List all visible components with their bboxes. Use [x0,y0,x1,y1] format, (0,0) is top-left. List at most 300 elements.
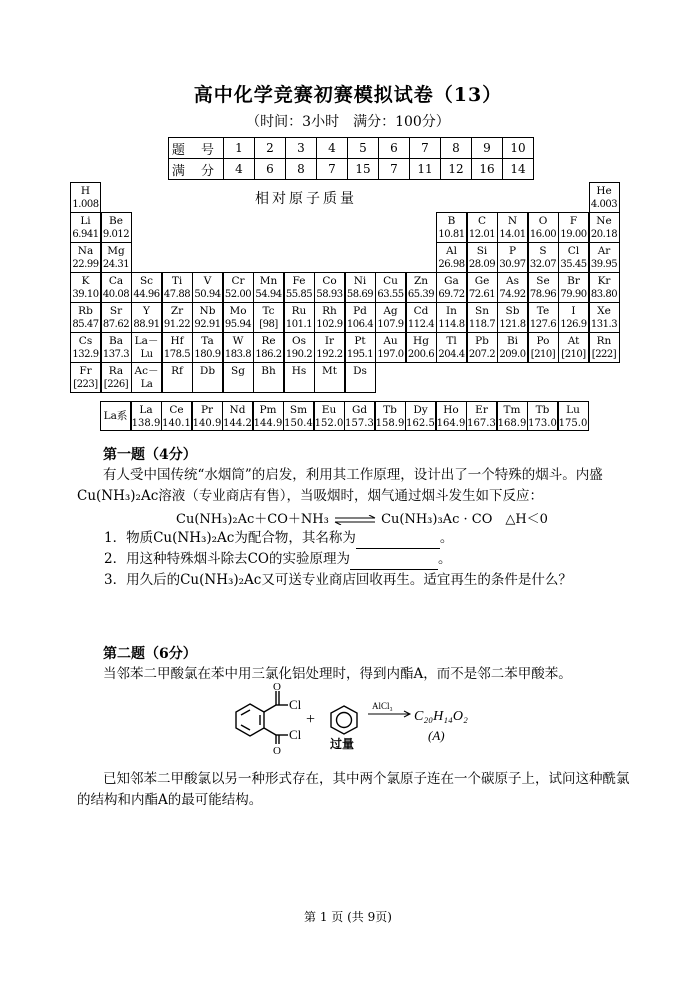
element-symbol: Ar [597,245,611,257]
question-number: 6 [379,138,410,159]
element-cell [436,242,467,273]
element-cell [131,272,162,303]
atomic-mass: 95.94 [224,319,252,330]
atomic-mass: 54.94 [255,289,282,300]
atomic-mass: 10.81 [438,229,465,240]
element-cell [284,302,315,333]
element-symbol: Nb [199,305,216,317]
atomic-mass: 58.69 [346,289,374,300]
question-1-text: 有人受中国传统“水烟筒”的启发，利用其工作原理，设计出了一个特殊的烟斗。内盛Cu(NH₃)₂Ac溶液（专业商店有售），当吸烟时，烟气通过烟斗发生如下反应： [77,467,603,504]
page-footer: 第 1 页 (共 9页) [304,910,392,924]
element-symbol: Rf [171,365,183,377]
element-cell [192,272,223,303]
atomic-mass: La [140,379,153,390]
element-symbol: Ta [201,335,214,347]
element-cell [101,302,132,333]
atomic-mass: 91.22 [163,319,191,330]
question-2-title: 第二题（6分） [103,646,197,662]
lanthanide-cell [344,401,375,431]
excess-label: 过量 [330,737,355,751]
element-cell [436,272,467,303]
element-symbol: Rn [596,335,612,347]
atomic-mass: 65.39 [407,289,435,300]
element-symbol: Au [383,335,398,347]
element-symbol: Na [77,245,94,257]
atomic-mass: 40.08 [102,289,130,300]
atomic-mass: 118.7 [468,319,496,330]
atomic-mass: 132.9 [72,349,99,360]
element-symbol: Fe [292,275,306,287]
element-symbol: O [538,215,548,227]
element-symbol: Ba [109,335,123,347]
atomic-mass: 79.90 [560,289,587,300]
atomic-mass: 121.8 [499,319,526,330]
max-score: 6 [255,159,286,180]
element-symbol: Tb [535,404,550,416]
element-symbol: Si [476,245,488,257]
element-cell [314,362,345,393]
periodic-table-title: 相对原子质量 [255,191,357,207]
atomic-mass: 50.94 [194,289,221,300]
element-cell [345,272,376,303]
max-score: 11 [410,159,441,180]
element-symbol: Ce [169,404,184,416]
element-symbol: Mt [322,365,337,377]
element-symbol: Pm [259,404,277,416]
element-cell [345,362,376,393]
atomic-mass: 85.47 [72,319,99,330]
atomic-mass: 195.1 [346,349,374,360]
atomic-mass: 24.31 [102,259,130,270]
atomic-mass: 9.012 [102,229,130,240]
reaction-equation [176,508,548,527]
atomic-mass: 180.9 [194,349,221,360]
atomic-mass: 16.00 [529,229,557,240]
element-cell [162,272,193,303]
element-symbol: Li [80,215,91,227]
element-symbol: Ra [108,365,124,377]
question-2-text: 当邻苯二甲酸氯在苯中用三氯化铝处理时，得到内酯A，而不是邻二苯甲酸苯。 [103,666,572,682]
atomic-mass: 127.6 [529,319,557,330]
lanthanide-cell [161,401,192,431]
element-symbol: Hs [291,365,307,377]
atomic-mass: 83.80 [590,289,618,300]
max-score: 16 [472,159,503,180]
element-cell [223,332,254,363]
element-symbol: At [567,335,580,347]
atomic-mass: 175.0 [558,418,588,429]
atomic-mass: 32.07 [529,259,557,270]
element-symbol: Cu [383,275,398,287]
element-symbol: Mg [107,245,125,257]
element-cell [253,362,284,393]
max-score: 12 [441,159,472,180]
element-symbol: Br [567,275,580,287]
lanthanide-cell [222,401,253,431]
element-symbol: Gd [351,404,368,416]
atomic-mass: 78.96 [529,289,557,300]
row-label: 满 分 [169,159,224,180]
atomic-mass: 101.1 [285,319,313,330]
max-score-row [169,159,534,180]
element-symbol: Pt [354,335,366,347]
equilibrium-arrow-icon [333,515,377,525]
element-symbol: Tb [383,404,397,416]
atomic-mass: 6.941 [72,229,99,240]
atomic-mass: 209.0 [499,349,526,360]
element-symbol: Tl [446,335,457,347]
atomic-mass: 20.18 [590,229,618,240]
atomic-mass: 88.91 [133,319,160,330]
atomic-mass: 47.88 [163,289,191,300]
element-symbol: H [80,185,91,197]
element-cell [467,272,498,303]
element-cell [131,332,162,363]
atomic-mass: 52.00 [224,289,252,300]
element-symbol: B [447,215,456,227]
score-table [168,137,534,180]
element-cell [528,302,559,333]
page-title: 高中化学竞赛初赛模拟试卷（13） [193,84,503,106]
atomic-mass: 12.01 [468,229,496,240]
atomic-mass: Lu [140,349,153,360]
element-symbol: La [139,404,153,416]
element-cell [497,212,528,243]
element-cell [253,272,284,303]
element-symbol: Co [322,275,337,287]
atomic-mass: 167.3 [467,418,496,429]
product-label: (A) [428,728,445,743]
max-score: 14 [503,159,534,180]
element-cell [589,332,620,363]
element-cell [192,332,223,363]
atomic-mass: 107.9 [377,319,404,330]
equation-reactants: Cu(NH₃)₂Ac＋CO＋NH₃ [176,512,329,527]
question-1-title: 第一题（4分） [103,447,197,463]
atomic-mass: 39.95 [590,259,618,270]
element-symbol: Ag [383,305,398,317]
element-cell [70,182,101,213]
row-label: 题 号 [169,138,224,159]
chlorine-label: Cl [289,697,302,712]
atomic-mass: 28.09 [468,259,496,270]
max-score: 15 [348,159,379,180]
element-symbol: Ds [353,365,367,377]
element-cell [528,332,559,363]
lanthanide-cell [405,401,436,431]
question-number: 1 [224,138,255,159]
element-symbol: Cd [413,305,429,317]
element-symbol: Xe [597,305,611,317]
question-1-items [104,528,572,591]
element-symbol: Db [199,365,216,377]
lanthanide-cell [497,401,528,431]
element-symbol: Tm [503,404,521,416]
element-symbol: Fr [79,365,92,377]
max-score: 7 [317,159,348,180]
element-cell [436,212,467,243]
element-symbol: C [477,215,487,227]
atomic-mass: 192.2 [316,349,343,360]
atomic-mass: 197.0 [377,349,404,360]
lanthanide-cell [375,401,406,431]
element-cell [70,332,101,363]
element-cell [223,362,254,393]
atomic-mass: 63.55 [377,289,404,300]
answer-blank[interactable] [350,555,438,570]
atomic-mass: 204.4 [438,349,465,360]
atomic-mass: 190.2 [285,349,313,360]
element-symbol: Kr [597,275,611,287]
atomic-mass: 87.62 [102,319,130,330]
element-cell [70,362,101,393]
atomic-mass: 14.01 [499,229,526,240]
phthaloyl-chloride-structure [236,691,288,744]
element-cell [589,242,620,273]
element-symbol: Zn [413,275,429,287]
element-cell [436,332,467,363]
atomic-mass: 144.9 [253,418,283,429]
element-symbol: Ga [444,275,459,287]
element-symbol: Ac－ [134,365,159,377]
atomic-mass: 131.3 [590,319,618,330]
element-symbol: Cs [78,335,93,347]
element-symbol: V [203,275,212,287]
exam-subtitle: （时间：3小时 满分：100分） [246,114,450,130]
element-cell [253,302,284,333]
element-cell [558,272,589,303]
max-score: 4 [224,159,255,180]
answer-blank[interactable] [356,534,440,549]
element-cell [436,302,467,333]
element-symbol: La－ [134,335,159,347]
element-cell [406,332,437,363]
element-cell [589,272,620,303]
question-number: 7 [410,138,441,159]
element-symbol: S [539,245,547,257]
element-symbol: K [81,275,90,287]
max-score: 8 [286,159,317,180]
element-symbol: I [571,305,576,317]
question-number-row [169,138,534,159]
element-symbol: Dy [413,404,428,416]
atomic-mass: [210] [561,349,586,360]
lanthanide-cell [192,401,223,431]
element-symbol: Be [109,215,123,227]
element-cell [192,302,223,333]
lanthanide-label: La系 [100,401,131,431]
atomic-mass: 152.0 [314,418,344,429]
element-symbol: Sg [231,365,245,377]
element-cell [528,212,559,243]
element-cell [70,302,101,333]
atomic-mass: 178.5 [163,349,191,360]
atomic-mass: 183.8 [224,349,252,360]
element-symbol: Rh [322,305,337,317]
element-symbol: Rb [78,305,93,317]
atomic-mass: 150.4 [284,418,313,429]
reaction-arrow-icon [368,711,410,717]
atomic-mass: 162.5 [406,418,435,429]
element-symbol: N [507,215,518,227]
element-symbol: Hf [170,335,184,347]
element-symbol: Cr [231,275,245,287]
atomic-mass: 114.8 [438,319,465,330]
atomic-mass: 164.9 [436,418,466,429]
element-cell [375,272,406,303]
element-cell [70,212,101,243]
element-cell [467,332,498,363]
element-symbol: W [232,335,244,347]
lanthanide-cell [253,401,284,431]
element-cell [375,302,406,333]
element-cell [558,212,589,243]
element-cell [589,182,620,213]
element-symbol: Eu [321,404,337,416]
atomic-mass: 112.4 [407,319,435,330]
atomic-mass: 74.92 [499,289,526,300]
lanthanide-cell [131,401,162,431]
lanthanide-cell [558,401,589,431]
element-symbol: Sc [139,275,154,287]
element-symbol: Ti [171,275,183,287]
atomic-mass: [222] [591,349,617,360]
atomic-mass: 186.2 [255,349,282,360]
chlorine-label: Cl [289,727,302,742]
element-symbol: Pr [200,404,214,416]
element-cell [162,362,193,393]
max-score: 7 [379,159,410,180]
element-cell [528,242,559,273]
element-cell [558,242,589,273]
element-symbol: Ho [443,404,459,416]
element-cell [131,302,162,333]
atomic-mass: 1.008 [72,199,99,210]
atomic-mass: 39.10 [72,289,99,300]
atomic-mass: [98] [259,319,278,330]
element-symbol: Ge [474,275,490,287]
element-cell [528,272,559,303]
atomic-mass: 30.97 [499,259,526,270]
atomic-mass: 144.2 [223,418,252,429]
element-symbol: Bi [506,335,519,347]
atomic-mass: 44.96 [133,289,160,300]
lanthanide-cell [283,401,314,431]
atomic-mass: 138.9 [131,418,161,429]
reaction-scheme [220,682,490,754]
element-symbol: Ne [596,215,612,227]
element-cell [467,212,498,243]
atomic-mass: 35.45 [560,259,587,270]
element-cell [345,302,376,333]
element-cell [497,302,528,333]
element-cell [162,332,193,363]
element-symbol: Te [536,305,550,317]
element-symbol: Tc [262,305,275,317]
element-symbol: In [446,305,457,317]
element-cell [101,242,132,273]
element-cell [101,332,132,363]
question-number: 5 [348,138,379,159]
oxygen-label: O [273,745,281,754]
element-cell [406,272,437,303]
element-cell [589,302,620,333]
atomic-mass: 102.9 [316,319,343,330]
element-symbol: Al [446,245,457,257]
element-cell [223,272,254,303]
element-symbol: Ca [108,275,124,287]
element-cell [314,302,345,333]
element-cell [497,242,528,273]
element-symbol: P [508,245,517,257]
question-number: 9 [472,138,503,159]
lanthanide-cell [436,401,467,431]
question-number: 4 [317,138,348,159]
element-symbol: Sn [475,305,489,317]
element-symbol: Re [261,335,276,347]
element-cell [70,272,101,303]
atomic-mass: 72.61 [468,289,496,300]
element-symbol: Ni [353,275,367,287]
element-symbol: F [569,215,578,227]
element-cell [467,302,498,333]
oxygen-label: O [273,682,281,693]
element-cell [223,302,254,333]
element-symbol: Bh [261,365,276,377]
atomic-mass: 58.93 [316,289,343,300]
atomic-mass: 207.2 [468,349,496,360]
element-symbol: Pd [353,305,367,317]
element-cell [589,212,620,243]
element-cell [406,302,437,333]
element-cell [284,272,315,303]
element-cell [253,332,284,363]
element-symbol: Po [536,335,550,347]
element-cell [284,332,315,363]
atomic-mass: 126.9 [560,319,587,330]
element-symbol: Sr [109,305,123,317]
atomic-mass: 19.00 [560,229,587,240]
question-number: 10 [503,138,534,159]
atomic-mass: 106.4 [346,319,374,330]
lanthanide-cell [527,401,558,431]
atomic-mass: [223] [73,379,98,390]
element-cell [192,362,223,393]
atomic-mass: 22.99 [72,259,99,270]
element-symbol: Y [143,305,150,317]
element-cell [101,212,132,243]
question-number: 8 [441,138,472,159]
element-symbol: Nd [229,404,246,416]
element-cell [70,242,101,273]
element-symbol: Mn [259,275,278,287]
element-symbol: Zr [170,305,184,317]
element-symbol: Ir [324,335,335,347]
element-cell [131,362,162,393]
question-number: 3 [286,138,317,159]
element-symbol: He [596,185,612,197]
atomic-mass: 173.0 [528,418,557,429]
atomic-mass: 157.3 [345,418,374,429]
element-symbol: Hg [413,335,429,347]
atomic-mass: [226] [103,379,129,390]
element-symbol: As [506,275,519,287]
atomic-mass: 140.9 [192,418,222,429]
element-symbol: Os [292,335,306,347]
element-symbol: Er [475,404,488,416]
atomic-mass: 158.9 [375,418,405,429]
element-symbol: Cl [567,245,580,257]
